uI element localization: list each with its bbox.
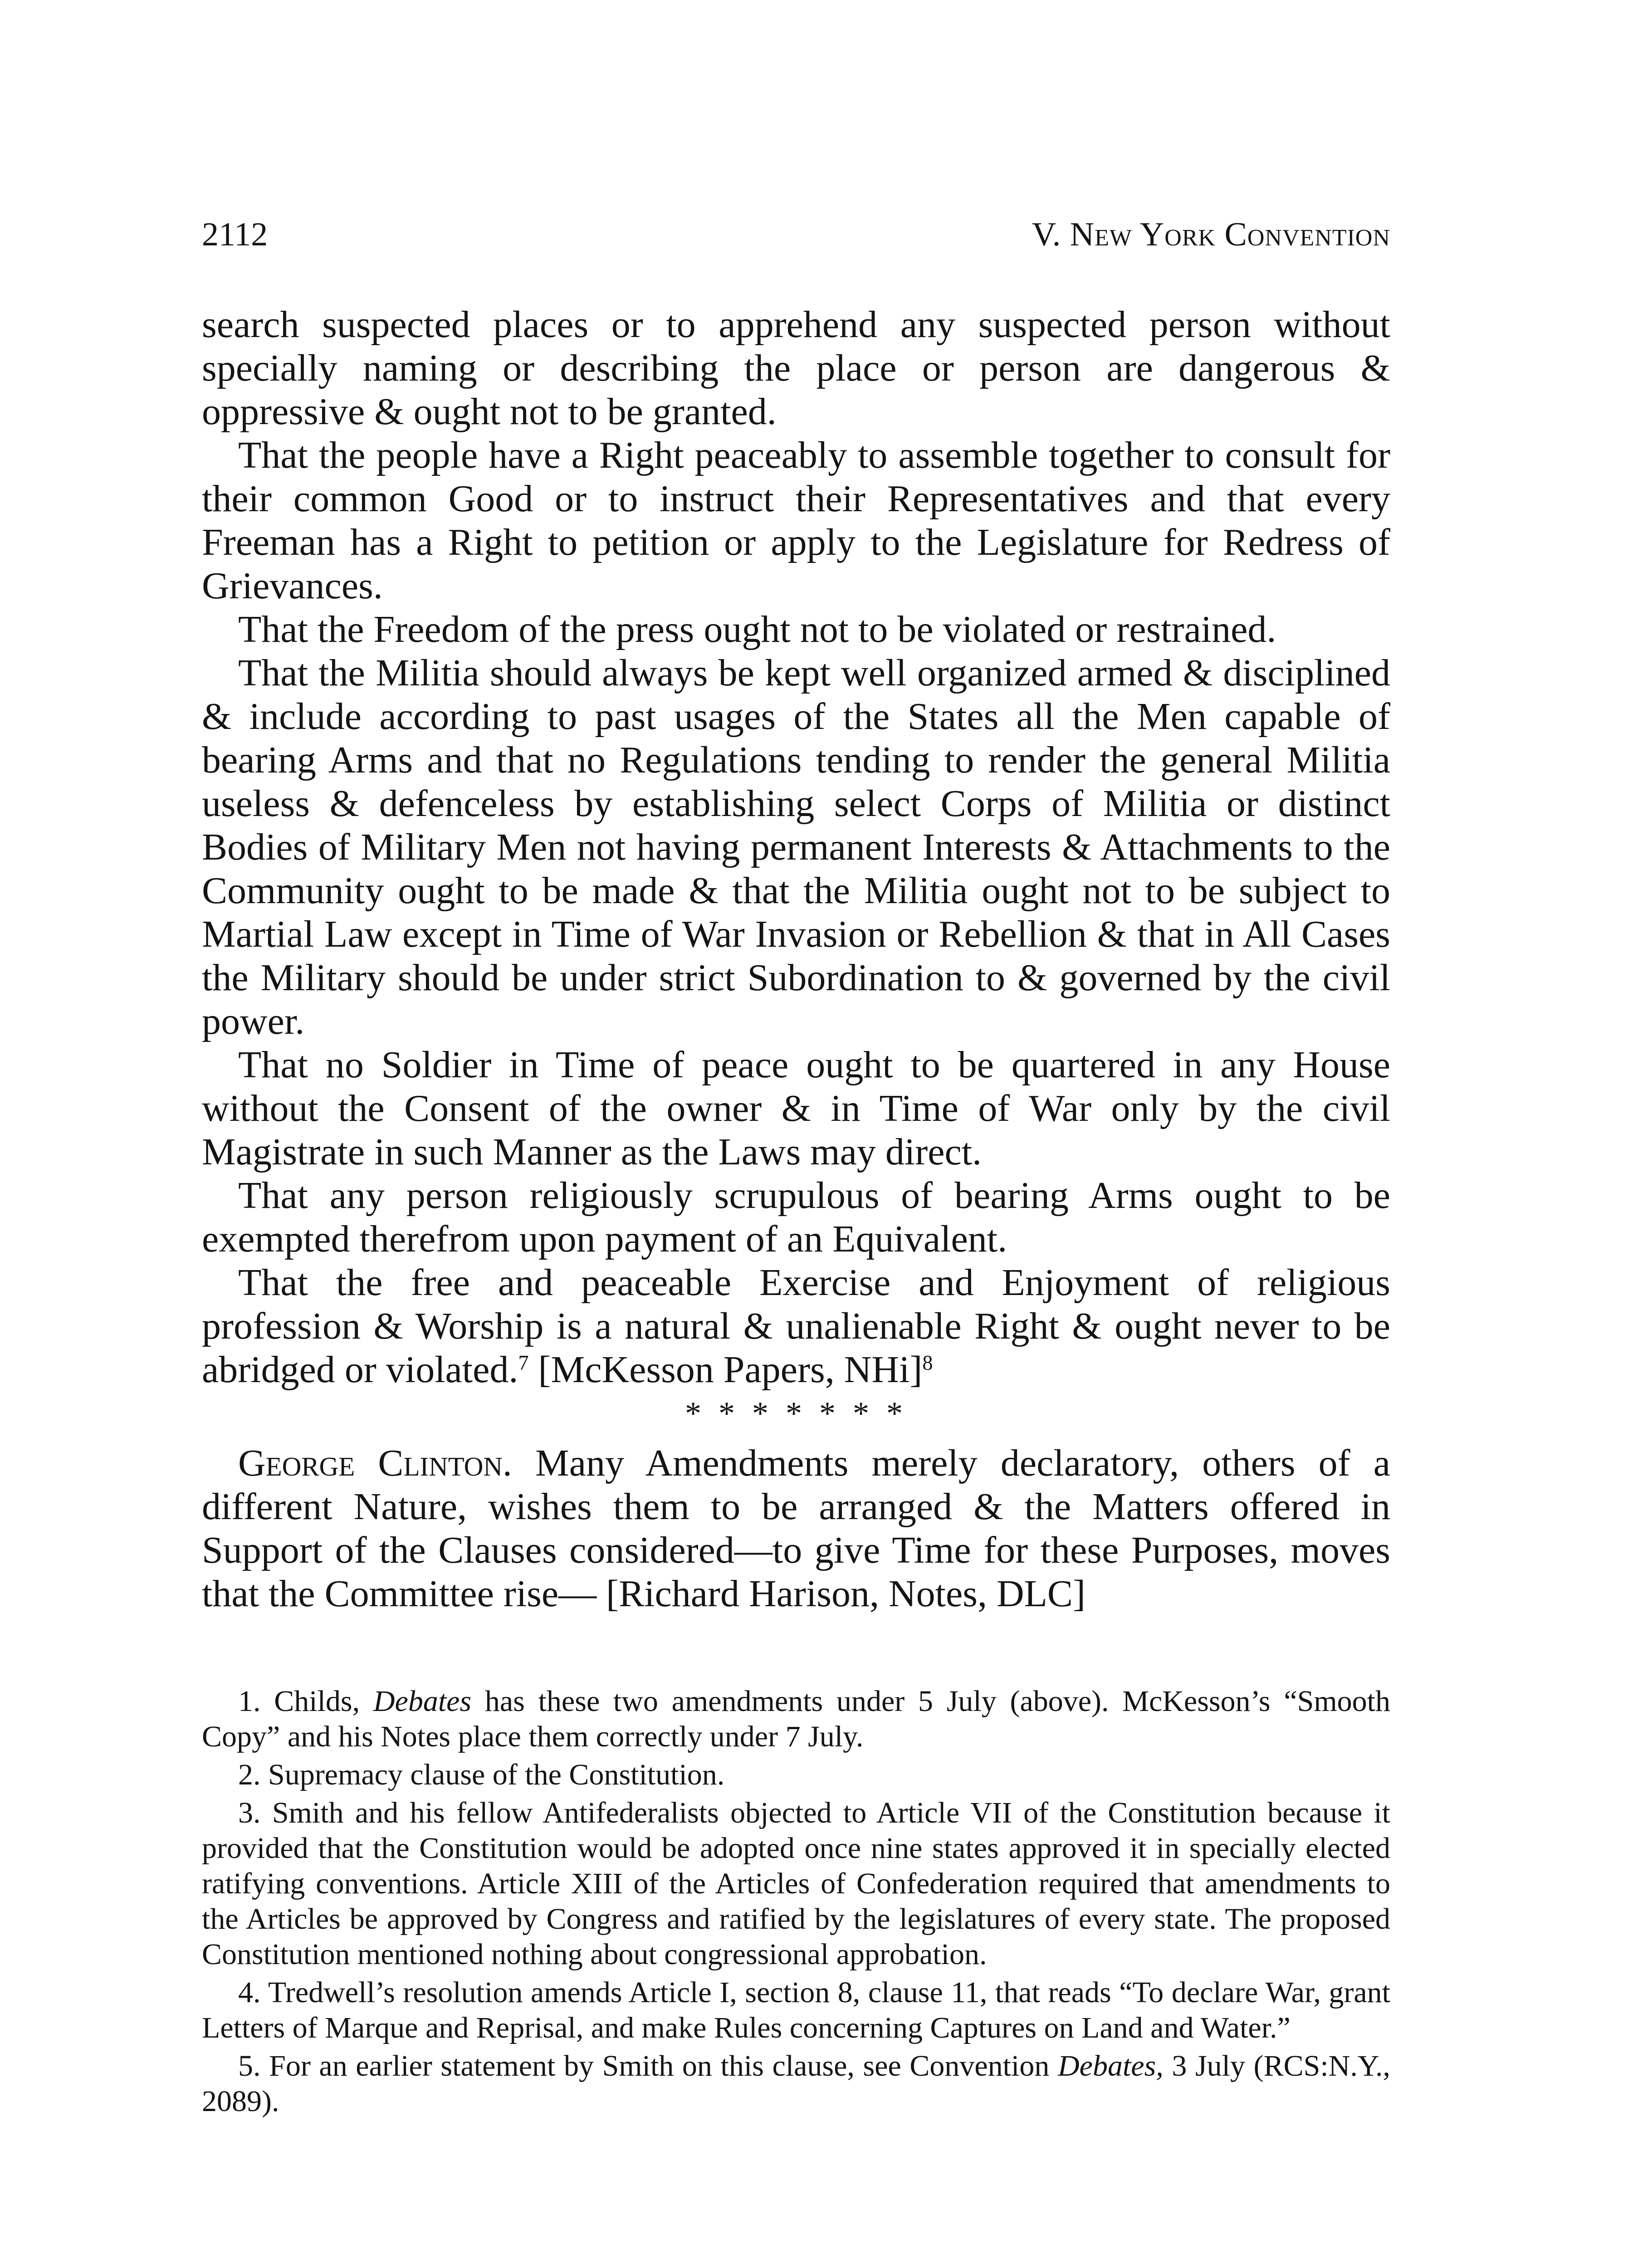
page-header	[202, 218, 1390, 251]
footnote-5-italic: Debates,	[1057, 2049, 1164, 2082]
footnote-ref-7: 7	[518, 1351, 529, 1374]
footnote-4: 4. Tredwell’s resolution amends Article I, section 8, clause 11, that reads “To declare War, grant Letters of Marque and Reprisal, and make Rules concerning Captures on Land and Water.”	[202, 1976, 1390, 2044]
paragraph-search: search suspected places or to apprehend any suspected person without specially naming or describing the place or person are dangerous & oppressive & ought not to be granted.	[202, 303, 1390, 433]
footnote-ref-8: 8	[922, 1351, 933, 1374]
footnote-5-text-b: 3 July (RCS:N.Y., 2089).	[202, 2049, 1391, 2118]
paragraph-press: That the Freedom of the press ought not to be violated or restrained.	[238, 608, 1276, 650]
footnote-1-text-a: 1. Childs,	[238, 1685, 373, 1718]
paragraph-religion	[202, 1261, 1390, 1392]
footnote-1	[202, 1684, 1390, 1755]
paragraph-religion-text: That the free and peaceable Exercise and Enjoyment of religious profession & Worship is a natural & unalienable Right & ought never to be abridged or violated.	[202, 1261, 1390, 1391]
paragraph-clinton-text: Many Amendments merely declaratory, others of a different Nature, wishes them to be arranged & the Matters offered in Support of the Clauses considered—to give Time for these Purposes, moves that the Committee rise— [Richard Harison, Notes, DLC]	[202, 1442, 1390, 1615]
running-head: V. New York Convention	[1032, 216, 1390, 253]
footnote-5-text-a: 5. For an earlier statement by Smith on this clause, see Convention	[238, 2049, 1058, 2082]
paragraph-religious-arms: That any person religiously scrupulous of bearing Arms ought to be exempted therefrom upon payment of an Equivalent.	[202, 1174, 1390, 1260]
paragraph-assembly: That the people have a Right peaceably to assemble together to consult for their common Good or to instruct their Representatives and that every Freeman has a Right to petition or apply to the Legislature for Redress of Grievances.	[202, 434, 1390, 607]
source-citation: [McKesson Papers, NHi]	[528, 1349, 923, 1391]
main-text	[202, 303, 1390, 1616]
footnotes	[202, 1684, 1390, 2122]
footnote-3: 3. Smith and his fellow Antifederalists objected to Article VII of the Constitution because it provided that the Constitution would be adopted once nine states approved it in specially elected ratifying conventions. Article XIII of the Articles of Confederation required that amendments to the Articles be approved by Congress and ratified by the legislatures of every state. The proposed Constitution mentioned nothing about congressional approbation.	[202, 1796, 1390, 1971]
footnote-1-text-b: has these two amendments under 5 July (above). McKesson’s “Smooth Copy” and his Notes place them correctly under 7 July.	[202, 1685, 1390, 1753]
paragraph-clinton	[202, 1442, 1390, 1616]
footnote-1-italic: Debates	[373, 1685, 472, 1718]
page-number: 2112	[202, 216, 268, 253]
speaker-name: George Clinton.	[238, 1442, 512, 1484]
footnote-5	[202, 2048, 1390, 2119]
paragraph-militia: That the Militia should always be kept well organized armed & disciplined & include according to past usages of the States all the Men capable of bearing Arms and that no Regulations tending to render the general Militia useless & defenceless by establishing select Corps of Militia or distinct Bodies of Military Men not having permanent Interests & Attachments to the Community ought to be made & that the Militia ought not to be subject to Martial Law except in Time of War Invasion or Rebellion & that in All Cases the Military should be under strict Subordination to & governed by the civil power.	[202, 652, 1390, 1042]
paragraph-soldiers: That no Soldier in Time of peace ought to be quartered in any House without the Consent of the owner & in Time of War only by the civil Magistrate in such Manner as the Laws may direct.	[202, 1044, 1390, 1173]
footnote-2: 2. Supremacy clause of the Constitution.	[238, 1758, 725, 1791]
section-break: * * * * * * *	[685, 1395, 907, 1432]
